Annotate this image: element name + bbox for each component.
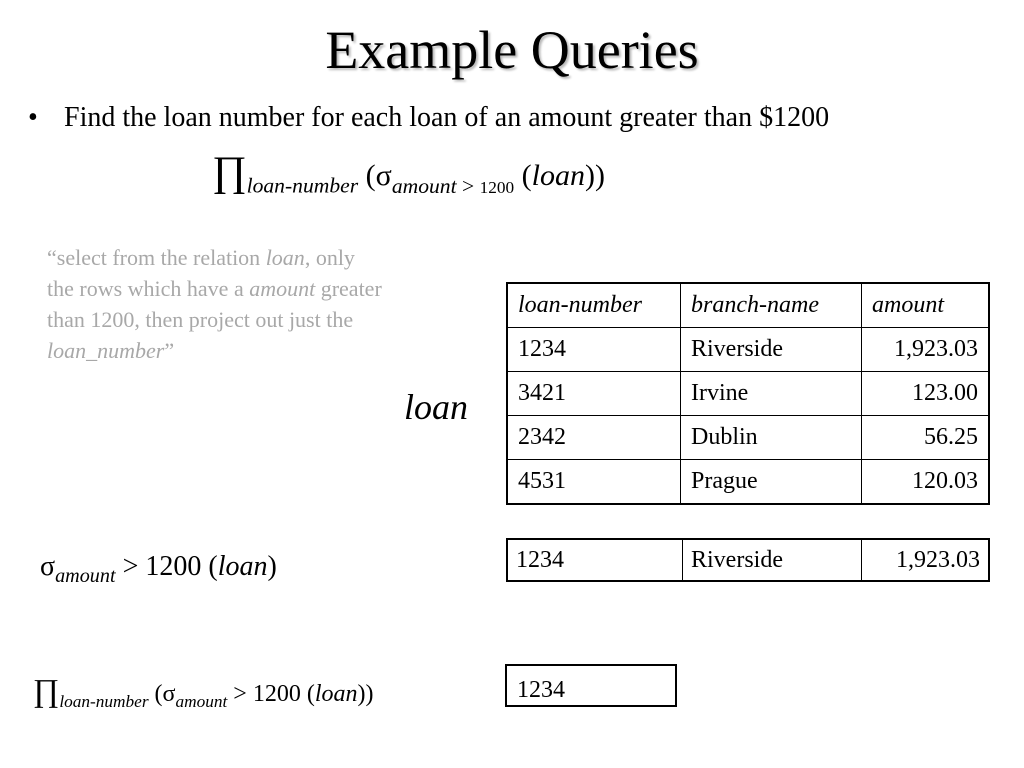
relation-open-paren: (: [514, 159, 532, 192]
relation-name: loan: [217, 551, 268, 582]
table-row: [507, 328, 989, 372]
selection-attribute: amount: [55, 565, 116, 588]
comparison-operator: >: [456, 173, 480, 198]
table-cell: Dublin: [681, 416, 862, 460]
table-cell: Prague: [681, 460, 862, 505]
projection-attribute: loan-number: [59, 692, 149, 712]
column-header: branch-name: [681, 283, 862, 328]
projection-symbol: ∏: [212, 149, 247, 195]
table-cell: 3421: [507, 372, 681, 416]
close-paren: )): [584, 159, 605, 192]
table-cell: 1234: [507, 539, 683, 581]
quote-text: greater than 1200, then project out just the: [47, 276, 382, 332]
loan-table: [506, 282, 990, 505]
relation-name: loan: [531, 159, 585, 192]
quote-text: “select from the relation: [47, 245, 266, 270]
table-cell: 1,923.03: [862, 328, 990, 372]
selection-attribute: amount: [175, 692, 228, 712]
close-paren: )): [357, 681, 374, 707]
comparison-constant: 1200: [479, 177, 515, 197]
close-paren: ): [267, 551, 277, 582]
selection-attribute: amount: [391, 173, 457, 198]
table-cell: 123.00: [862, 372, 990, 416]
bullet-dot: •: [28, 102, 38, 133]
relation-label: loan: [404, 387, 469, 427]
open-paren: (: [358, 159, 376, 192]
selection-condition: > 1200 (: [227, 681, 315, 707]
quote-attribute: amount: [249, 276, 316, 301]
quote-attribute: loan_number: [47, 338, 165, 363]
selection-symbol: σ: [40, 551, 56, 582]
selection-condition: > 1200 (: [115, 551, 218, 582]
table-row: [507, 416, 989, 460]
projection-attribute: loan-number: [246, 173, 359, 198]
table-cell: 1,923.03: [862, 539, 990, 581]
table-header-row: [507, 283, 989, 328]
project-result-box: 1234: [505, 664, 677, 707]
quote-relation: loan: [265, 245, 305, 270]
bullet-text: Find the loan number for each loan of an amount greater than $1200: [64, 102, 830, 133]
column-header: loan-number: [507, 283, 681, 328]
main-expression: [212, 148, 605, 200]
project-expression: [33, 670, 373, 714]
table-cell: 2342: [507, 416, 681, 460]
table-cell: Irvine: [681, 372, 862, 416]
projection-symbol: ∏: [33, 672, 60, 708]
table-cell: 56.25: [862, 416, 990, 460]
open-paren: (: [148, 681, 163, 707]
table-cell: Riverside: [683, 539, 862, 581]
explanation-quote: [47, 242, 387, 366]
table-cell: 1234: [507, 328, 681, 372]
table-row: [507, 460, 989, 505]
bullet-item: [28, 100, 829, 136]
table-cell: 4531: [507, 460, 681, 505]
quote-text: ”: [164, 338, 175, 363]
slide-title: Example Queries: [325, 20, 699, 80]
table-cell: Riverside: [681, 328, 862, 372]
selection-symbol: σ: [375, 159, 392, 192]
selection-symbol: σ: [162, 681, 176, 707]
quote-text: , only the rows which have a: [47, 245, 355, 301]
column-header: amount: [862, 283, 990, 328]
select-result-table: [506, 538, 990, 582]
table-row: [507, 539, 989, 581]
select-expression: [40, 545, 277, 589]
relation-name: loan: [314, 681, 358, 707]
table-row: [507, 372, 989, 416]
table-cell: 120.03: [862, 460, 990, 505]
